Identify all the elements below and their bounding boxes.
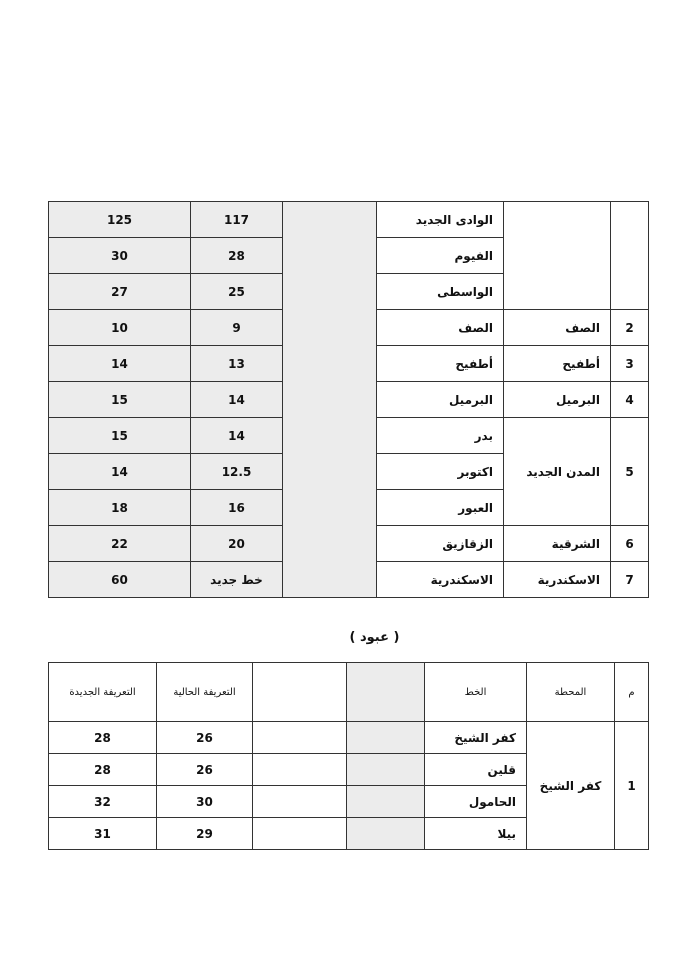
new-fare-cell: 18 bbox=[49, 490, 191, 526]
line-cell: كفر الشيخ bbox=[425, 722, 527, 754]
empty-column bbox=[283, 202, 377, 598]
station-cell bbox=[504, 202, 611, 310]
line-cell: بدر bbox=[377, 418, 504, 454]
empty-cell bbox=[347, 786, 425, 818]
row-number-cell: 1 bbox=[615, 722, 649, 850]
current-fare-cell: 28 bbox=[191, 238, 283, 274]
current-fare-cell: 13 bbox=[191, 346, 283, 382]
station-cell: الاسكندرية bbox=[504, 562, 611, 598]
station-cell: أطفيح bbox=[504, 346, 611, 382]
header-line: الخط bbox=[425, 663, 527, 722]
new-fare-cell: 15 bbox=[49, 382, 191, 418]
fare-table-1 bbox=[48, 201, 649, 598]
fare-table-2 bbox=[48, 662, 649, 850]
new-fare-cell: 32 bbox=[49, 786, 157, 818]
table-row bbox=[49, 202, 649, 238]
row-number-cell: 5 bbox=[611, 418, 649, 526]
new-fare-cell: 28 bbox=[49, 754, 157, 786]
current-fare-cell: 26 bbox=[157, 722, 253, 754]
station-cell: الشرقية bbox=[504, 526, 611, 562]
current-fare-cell: 14 bbox=[191, 418, 283, 454]
new-fare-cell: 125 bbox=[49, 202, 191, 238]
line-cell: الفيوم bbox=[377, 238, 504, 274]
empty-cell bbox=[253, 786, 347, 818]
header-number: م bbox=[615, 663, 649, 722]
header-row bbox=[49, 663, 649, 722]
line-cell: الواسطى bbox=[377, 274, 504, 310]
new-fare-cell: 10 bbox=[49, 310, 191, 346]
current-fare-cell: 14 bbox=[191, 382, 283, 418]
new-fare-cell: 22 bbox=[49, 526, 191, 562]
header-station: المحطة bbox=[527, 663, 615, 722]
section-caption bbox=[0, 630, 679, 645]
new-fare-cell: 60 bbox=[49, 562, 191, 598]
line-cell: قلين bbox=[425, 754, 527, 786]
new-fare-cell: 14 bbox=[49, 454, 191, 490]
row-number-cell: 6 bbox=[611, 526, 649, 562]
new-fare-cell: 30 bbox=[49, 238, 191, 274]
current-fare-cell: 16 bbox=[191, 490, 283, 526]
line-cell: أطفيح bbox=[377, 346, 504, 382]
row-number-cell: 2 bbox=[611, 310, 649, 346]
empty-cell bbox=[347, 722, 425, 754]
empty-cell bbox=[253, 722, 347, 754]
line-cell: الصف bbox=[377, 310, 504, 346]
table-row bbox=[49, 722, 649, 754]
station-cell: البرميل bbox=[504, 382, 611, 418]
empty-header bbox=[253, 663, 347, 722]
row-number-cell: 7 bbox=[611, 562, 649, 598]
line-cell: البرميل bbox=[377, 382, 504, 418]
empty-cell bbox=[253, 754, 347, 786]
empty-header bbox=[347, 663, 425, 722]
new-fare-cell: 15 bbox=[49, 418, 191, 454]
line-cell: الحامول bbox=[425, 786, 527, 818]
new-fare-cell: 27 bbox=[49, 274, 191, 310]
line-cell: الزقازيق bbox=[377, 526, 504, 562]
caption-text: ( عبود ) bbox=[349, 630, 400, 645]
row-number-cell: 4 bbox=[611, 382, 649, 418]
current-fare-cell: 30 bbox=[157, 786, 253, 818]
current-fare-cell: 26 bbox=[157, 754, 253, 786]
empty-cell bbox=[347, 754, 425, 786]
current-fare-cell: 9 bbox=[191, 310, 283, 346]
station-cell: المدن الجديد bbox=[504, 418, 611, 526]
current-fare-cell: 25 bbox=[191, 274, 283, 310]
current-fare-cell: 117 bbox=[191, 202, 283, 238]
line-cell: الاسكندرية bbox=[377, 562, 504, 598]
new-fare-cell: 14 bbox=[49, 346, 191, 382]
empty-cell bbox=[253, 818, 347, 850]
empty-cell bbox=[347, 818, 425, 850]
current-fare-cell: 29 bbox=[157, 818, 253, 850]
row-number-cell bbox=[611, 202, 649, 310]
line-cell: العبور bbox=[377, 490, 504, 526]
current-fare-cell: 20 bbox=[191, 526, 283, 562]
station-cell: الصف bbox=[504, 310, 611, 346]
current-fare-cell: 12.5 bbox=[191, 454, 283, 490]
line-cell: بيلا bbox=[425, 818, 527, 850]
row-number-cell: 3 bbox=[611, 346, 649, 382]
line-cell: اكتوبر bbox=[377, 454, 504, 490]
line-cell: الوادى الجديد bbox=[377, 202, 504, 238]
new-fare-cell: 28 bbox=[49, 722, 157, 754]
current-fare-cell: خط جديد bbox=[191, 562, 283, 598]
header-current-fare: التعريفة الحالية bbox=[157, 663, 253, 722]
new-fare-cell: 31 bbox=[49, 818, 157, 850]
station-cell: كفر الشيخ bbox=[527, 722, 615, 850]
header-new-fare: التعريفة الجديدة bbox=[49, 663, 157, 722]
